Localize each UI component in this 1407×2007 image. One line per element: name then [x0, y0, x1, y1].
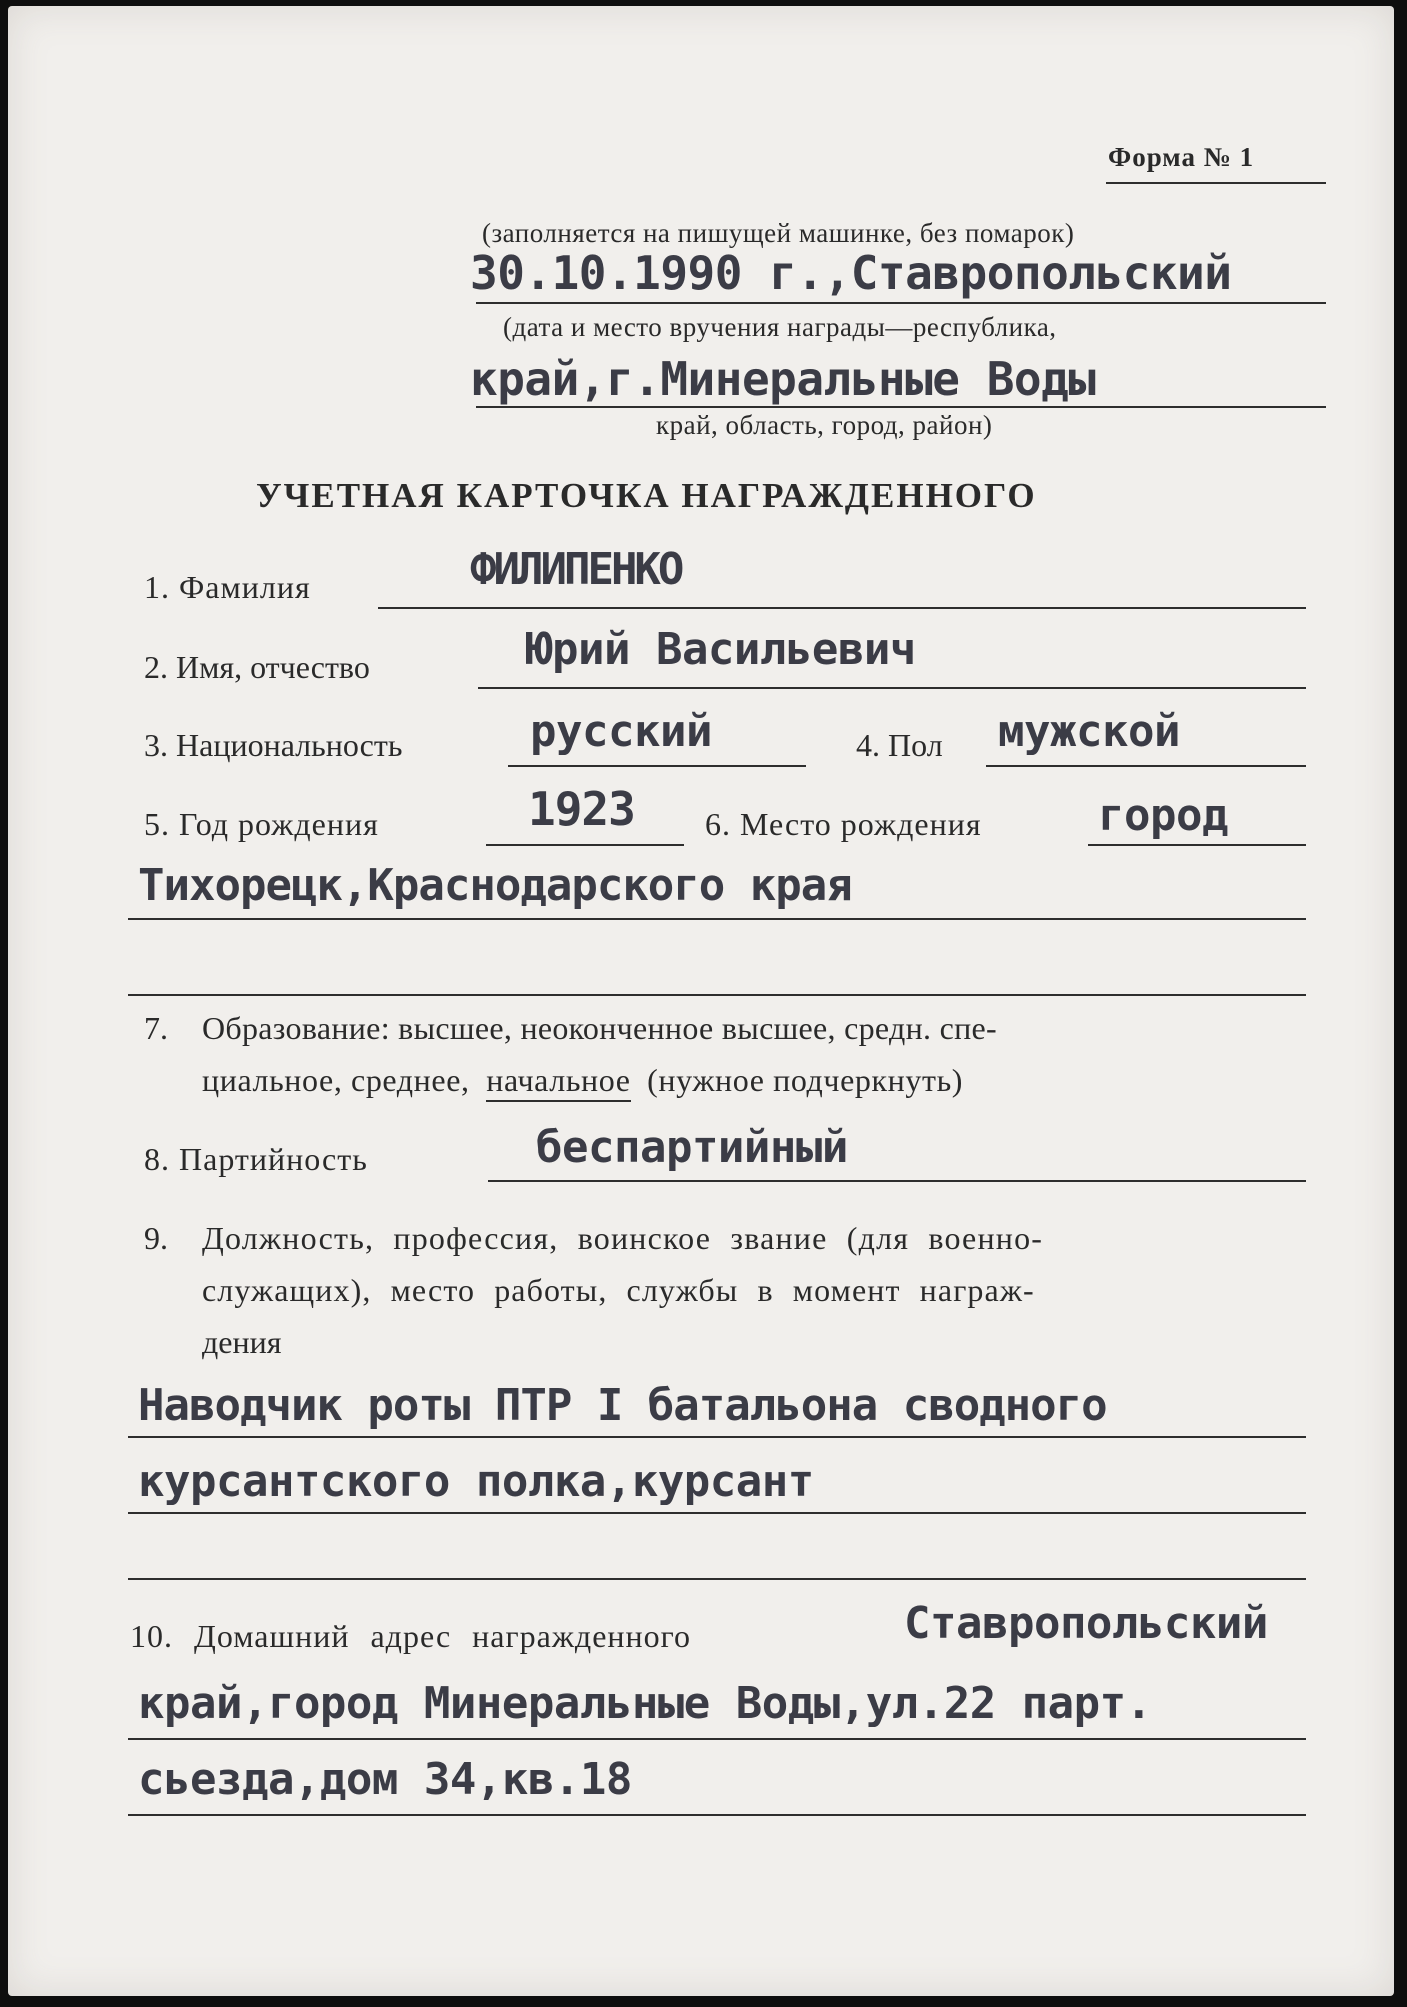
- name-rule: [478, 687, 1306, 689]
- birth-year-rule: [486, 844, 684, 846]
- nationality-value: русский: [530, 706, 712, 757]
- birth-place-rule2: [128, 918, 1306, 920]
- position-num: 9.: [144, 1220, 168, 1256]
- award-caption2: край, область, город, район): [656, 410, 993, 440]
- award-line2-rule: [476, 406, 1326, 408]
- address-label: 10. Домашний адрес награжденного: [130, 1618, 691, 1654]
- birth-year-label: 5. Год рождения: [144, 806, 379, 842]
- surname-value: ФИЛИПЕНКО: [470, 544, 682, 595]
- address-value-line3: сьезда,дом 34,кв.18: [138, 1754, 632, 1805]
- address-rule1: [128, 1738, 1306, 1740]
- address-rule2: [128, 1814, 1306, 1816]
- education-line2: [202, 1062, 963, 1099]
- award-date-place-line1: 30.10.1990 г.,Ставропольский: [470, 246, 1232, 300]
- award-record-card: [8, 6, 1394, 1996]
- surname-label: 1. Фамилия: [144, 569, 311, 605]
- birth-place-value-line2: Тихорецк,Краснодарского края: [138, 860, 852, 911]
- position-value-line2: курсантского полка,курсант: [138, 1456, 814, 1507]
- nationality-rule: [508, 765, 806, 767]
- award-date-place-line2: край,г.Минеральные Воды: [470, 352, 1096, 406]
- address-value-line1: Ставропольский: [904, 1598, 1268, 1649]
- position-line1: Должность, профессия, воинское звание (для военно-: [202, 1220, 1044, 1256]
- award-line1-rule: [476, 302, 1326, 304]
- sex-label: 4. Пол: [856, 727, 943, 763]
- name-label: 2. Имя, отчество: [144, 649, 370, 685]
- birth-year-value: 1923: [528, 782, 635, 836]
- education-num: 7.: [144, 1010, 168, 1046]
- award-caption1: (дата и место вручения награды—республика,: [503, 312, 1057, 342]
- sex-rule: [986, 765, 1306, 767]
- education-hint: (нужное подчеркнуть): [647, 1062, 964, 1098]
- position-line3: дения: [202, 1324, 282, 1360]
- position-rule3: [128, 1578, 1306, 1580]
- party-rule: [488, 1180, 1306, 1182]
- form-number: Форма № 1: [1108, 142, 1255, 172]
- birth-place-label: 6. Место рождения: [705, 806, 982, 842]
- card-title: УЧЕТНАЯ КАРТОЧКА НАГРАЖДЕННОГО: [256, 476, 1037, 515]
- birth-place-rule1: [1088, 844, 1306, 846]
- party-value: беспартийный: [536, 1122, 848, 1173]
- education-options-pre: циальное, среднее,: [202, 1062, 470, 1098]
- education-selected: начальное: [486, 1062, 630, 1102]
- education-line1: Образование: высшее, неоконченное высшее, средн. спе-: [202, 1010, 997, 1046]
- position-line2: служащих), место работы, службы в момент награж-: [202, 1272, 1035, 1308]
- position-rule1: [128, 1436, 1306, 1438]
- form-number-rule: [1106, 182, 1326, 184]
- address-value-line2: край,город Минеральные Воды,ул.22 парт.: [138, 1678, 1152, 1729]
- birth-place-value-line1: город: [1098, 790, 1228, 841]
- surname-rule: [378, 607, 1306, 609]
- name-value: Юрий Васильевич: [526, 624, 916, 675]
- instruction-text: (заполняется на пишущей машинке, без помарок): [482, 218, 1075, 248]
- position-rule2: [128, 1512, 1306, 1514]
- position-value-line1: Наводчик роты ПТР I батальона сводного: [138, 1380, 1107, 1431]
- nationality-label: 3. Национальность: [144, 727, 403, 763]
- party-label: 8. Партийность: [144, 1141, 368, 1177]
- sex-value: мужской: [998, 706, 1180, 757]
- blank-rule: [128, 994, 1306, 996]
